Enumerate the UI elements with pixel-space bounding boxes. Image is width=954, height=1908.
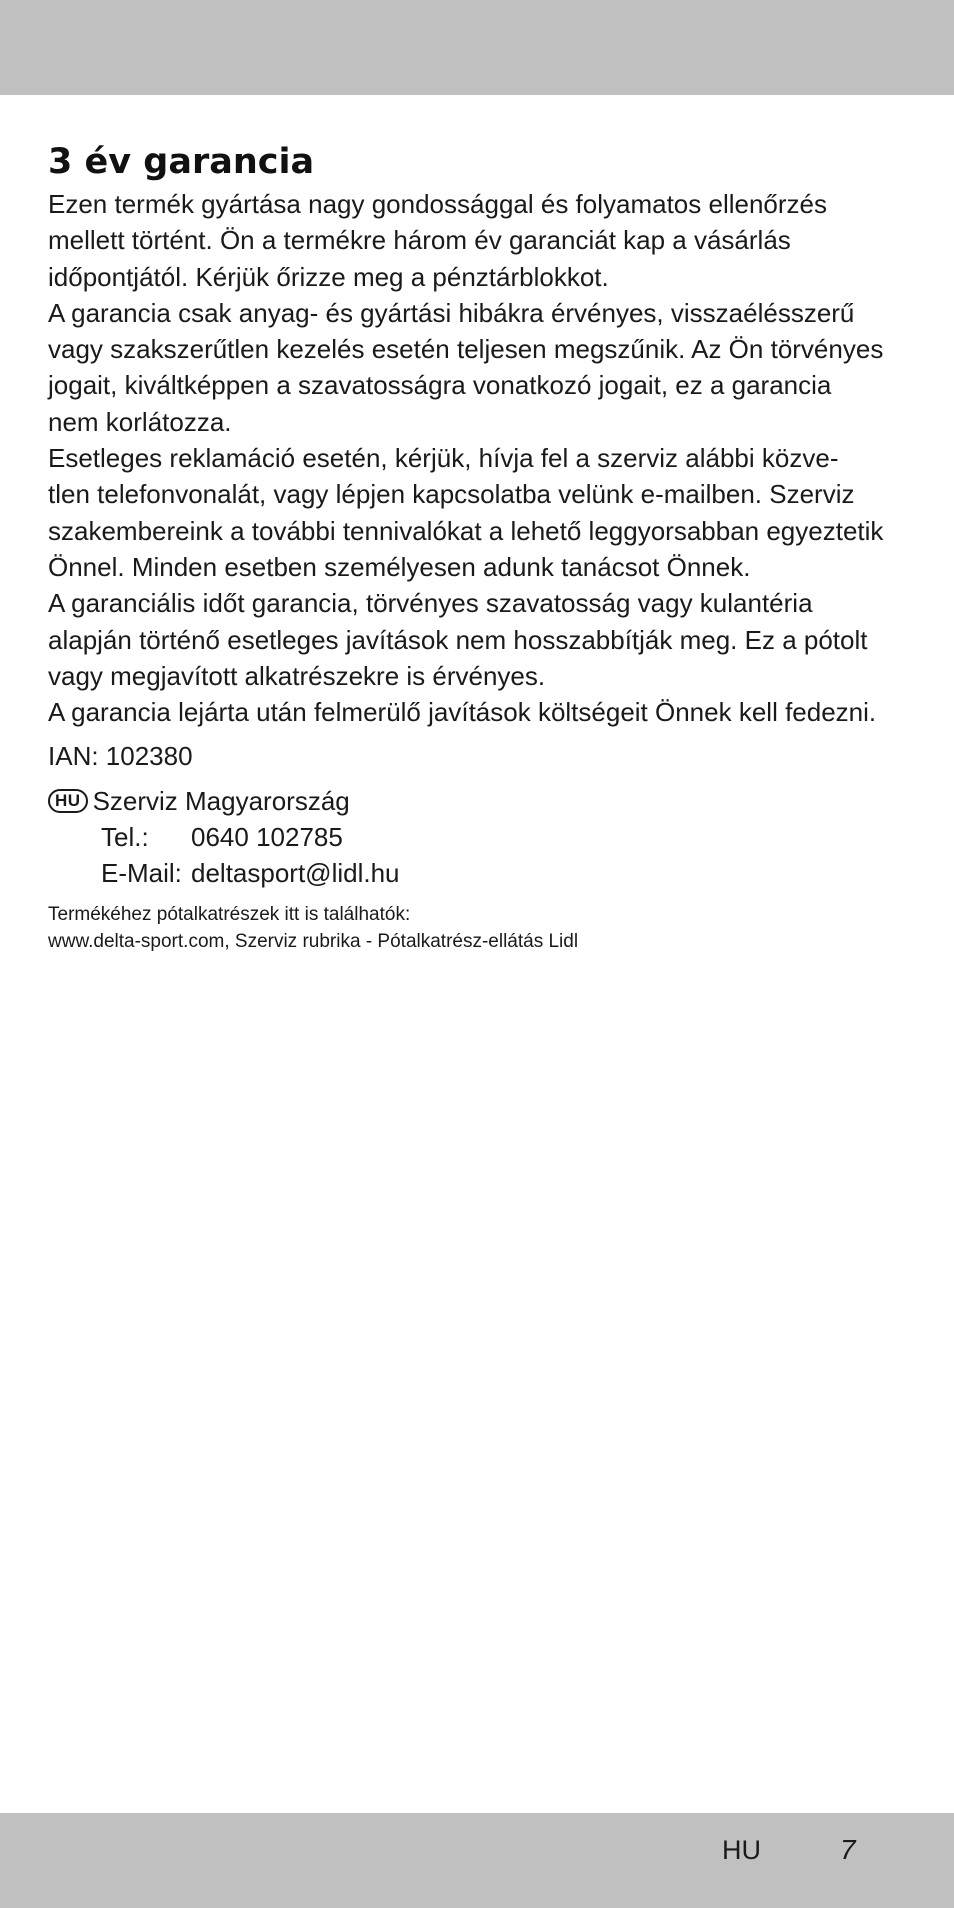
- page-title: 3 év garancia: [48, 142, 315, 182]
- service-header: [48, 783, 918, 819]
- ian-number: IAN: 102380: [48, 741, 193, 772]
- page-number: 7: [840, 1834, 856, 1865]
- country-badge-icon: HU: [48, 789, 88, 813]
- warranty-section: [48, 138, 918, 955]
- warranty-paragraph-3: Esetleges reklamáció esetén, kérjük, hívja fel a szerviz alábbi közve- tlen telefonvonalát, vagy lépjen kapcsolatba velünk e-mailben. Szerviz szakembereink a további tennivalókat a lehető leggyorsabban egyeztetik Önnel. Minden esetben személyesen adunk tanácsot Önnek.: [48, 443, 884, 582]
- email-value[interactable]: deltasport@lidl.hu: [191, 858, 400, 889]
- email-label: E-Mail:: [101, 858, 182, 889]
- spare-parts-note: [48, 901, 918, 955]
- phone-value: 0640 102785: [191, 822, 343, 853]
- warranty-paragraph-1: Ezen termék gyártása nagy gondossággal és folyamatos ellenőrzés mellett történt. Ön a termékre három év garanciát kap a vásárlás időpontjától. Kérjük őrizze meg a pénztárblokkot.: [48, 189, 827, 292]
- service-contact: [48, 783, 918, 891]
- service-phone: [48, 819, 918, 855]
- bottom-band: [0, 1813, 954, 1908]
- warranty-paragraph-2: A garancia csak anyag- és gyártási hibákra érvényes, visszaélésszerű vagy szakszerűtlen kezelés esetén teljesen megszűnik. Az Ön törvényes jogait, kiváltképpen a szavatosságra vonatkozó jogait, ez a garancia nem korlátozza.: [48, 297, 884, 437]
- spare-parts-line-2[interactable]: www.delta-sport.com, Szerviz rubrika - Pótalkatrész-ellátás Lidl: [48, 931, 579, 953]
- footer-language: HU: [722, 1835, 761, 1865]
- phone-label: Tel.:: [101, 822, 149, 853]
- warranty-paragraph-4: A garanciális időt garancia, törvényes szavatosság vagy kulantéria alapján történő esetleges javítások nem hosszabbítják meg. Ez a pótolt vagy megjavított alkatrészekre is érvényes.: [48, 588, 868, 691]
- service-email: [48, 855, 918, 891]
- top-band: [0, 0, 954, 95]
- warranty-paragraph-5: A garancia lejárta után felmerülő javítások költségeit Önnek kell fedezni.: [48, 697, 877, 728]
- service-name: Szerviz Magyarország: [92, 786, 350, 817]
- spare-parts-line-1: Termékéhez pótalkatrészek itt is találhatók:: [48, 904, 411, 926]
